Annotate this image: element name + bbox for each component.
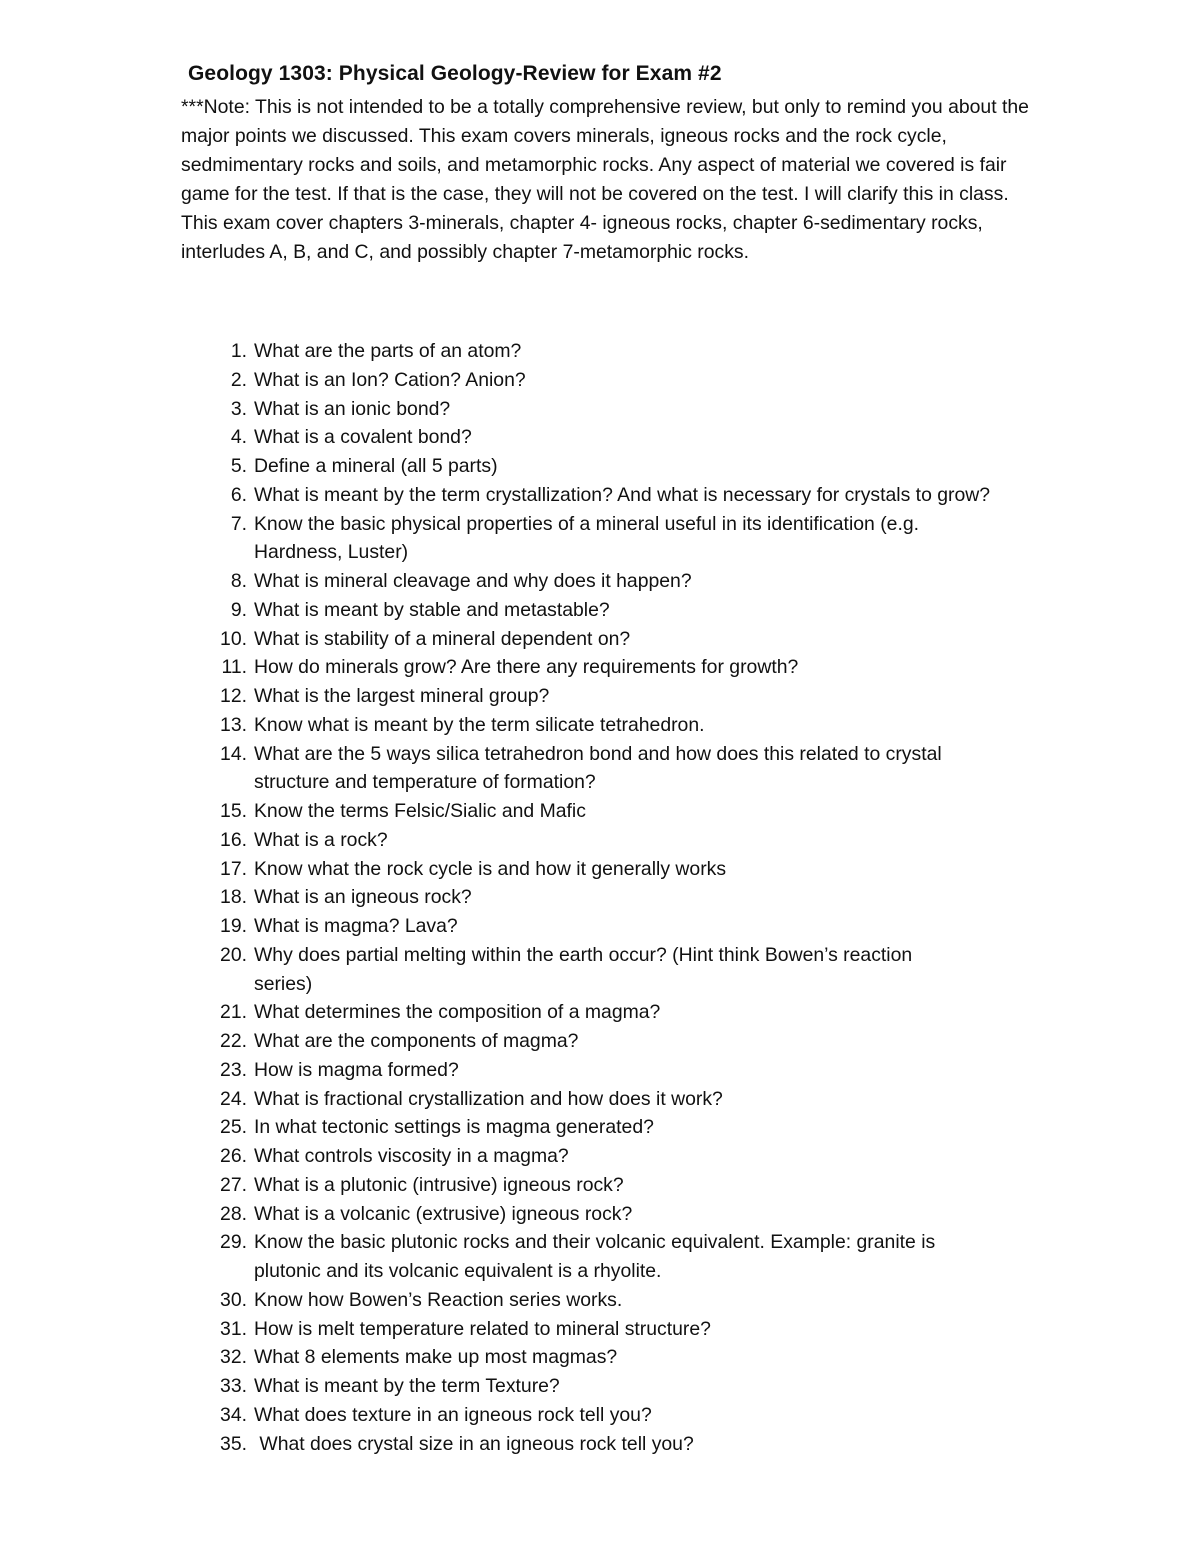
question-number: 13. bbox=[220, 713, 247, 736]
question-text: What is meant by the term Texture? bbox=[254, 1375, 560, 1397]
question-number: 35. bbox=[220, 1432, 247, 1455]
question-text: What determines the composition of a magma? bbox=[254, 1001, 661, 1024]
question-number: 10. bbox=[220, 627, 247, 650]
question-text: How is magma formed? bbox=[254, 1058, 459, 1081]
question-number: 11. bbox=[221, 656, 247, 679]
question-item bbox=[200, 1113, 1000, 1142]
question-number: 12. bbox=[220, 685, 247, 707]
question-item bbox=[200, 452, 1000, 481]
question-text: Know the basic physical properties of a mineral useful in its identification (e.g. Hardness, Luster) bbox=[254, 512, 920, 564]
question-number: 5. bbox=[230, 455, 247, 477]
question-item bbox=[200, 941, 1000, 999]
question-text: What is the largest mineral group? bbox=[254, 685, 550, 707]
question-number: 7. bbox=[230, 512, 247, 535]
question-item bbox=[200, 797, 1000, 826]
question-item bbox=[200, 998, 1000, 1027]
question-number: 2. bbox=[230, 368, 247, 391]
question-text: What is meant by stable and metastable? bbox=[254, 598, 610, 621]
question-text: Know what the rock cycle is and how it generally works bbox=[254, 857, 727, 880]
question-text: What are the components of magma? bbox=[254, 1030, 579, 1052]
question-number: 34. bbox=[220, 1403, 247, 1426]
question-item bbox=[200, 1085, 1000, 1114]
question-item bbox=[200, 1286, 1000, 1315]
question-text: What does crystal size in an igneous rock tell you? bbox=[254, 1432, 694, 1455]
question-number: 21. bbox=[220, 1001, 247, 1024]
question-number: 31. bbox=[220, 1317, 247, 1340]
question-item bbox=[200, 653, 1000, 682]
question-number: 23. bbox=[220, 1058, 247, 1081]
question-item bbox=[200, 366, 1000, 395]
question-item bbox=[200, 711, 1000, 740]
question-item bbox=[200, 1228, 1000, 1286]
question-number: 9. bbox=[230, 598, 247, 621]
question-number: 6. bbox=[230, 483, 247, 506]
question-text: Know the basic plutonic rocks and their volcanic equivalent. Example: granite is plutonic and its volcanic equivalent is a rhyolite. bbox=[254, 1231, 936, 1282]
question-text: What are the 5 ways silica tetrahedron bond and how does this related to crystal structure and temperature of formation? bbox=[254, 742, 942, 794]
question-number: 28. bbox=[220, 1202, 247, 1225]
question-item bbox=[200, 481, 1000, 510]
question-number: 19. bbox=[220, 915, 247, 937]
question-number: 27. bbox=[220, 1173, 247, 1196]
question-text: Know the terms Felsic/Sialic and Mafic bbox=[254, 800, 586, 822]
question-number: 1. bbox=[230, 340, 247, 362]
question-text: What are the parts of an atom? bbox=[254, 340, 522, 362]
question-item bbox=[200, 1343, 1000, 1372]
question-item bbox=[200, 596, 1000, 625]
question-text: What does texture in an igneous rock tell you? bbox=[254, 1403, 652, 1426]
question-item bbox=[200, 883, 1000, 912]
question-text: Why does partial melting within the earth occur? (Hint think Bowen’s reaction series) bbox=[254, 943, 913, 995]
question-text: In what tectonic settings is magma generated? bbox=[254, 1116, 654, 1139]
question-item bbox=[200, 682, 1000, 711]
question-number: 8. bbox=[230, 570, 247, 592]
question-item bbox=[200, 1372, 1000, 1401]
question-item bbox=[200, 1056, 1000, 1085]
question-number: 22. bbox=[220, 1030, 247, 1052]
review-note: ***Note: This is not intended to be a totally comprehensive review, but only to remind you about the major points we discussed. This exam covers minerals, igneous rocks and the rock cycle, sedmimentary rocks and soils, and metamorphic rocks. Any aspect of material we covered is fair game for the test. If that is the case, they will not be covered on the test. I will clarify this in class. This exam cover chapters 3-minerals, chapter 4- igneous rocks, chapter 6-sedimentary rocks, interludes A, B, and C, and possibly chapter 7-metamorphic rocks. bbox=[181, 96, 1029, 263]
question-number: 26. bbox=[220, 1145, 247, 1167]
question-item bbox=[200, 1401, 1000, 1430]
question-number: 20. bbox=[220, 943, 247, 966]
question-item bbox=[200, 1430, 1000, 1459]
question-text: What is magma? Lava? bbox=[254, 915, 458, 937]
question-text: What is an igneous rock? bbox=[254, 886, 472, 909]
question-text: What is a volcanic (extrusive) igneous rock? bbox=[254, 1202, 633, 1225]
question-number: 15. bbox=[220, 800, 247, 822]
question-number: 14. bbox=[220, 742, 247, 765]
question-number: 29. bbox=[220, 1231, 247, 1254]
question-list bbox=[200, 337, 1000, 1458]
question-item bbox=[200, 337, 1000, 366]
question-number: 30. bbox=[220, 1288, 247, 1311]
question-number: 32. bbox=[220, 1346, 247, 1369]
question-item bbox=[200, 912, 1000, 941]
question-item bbox=[200, 1200, 1000, 1229]
question-text: Know what is meant by the term silicate tetrahedron. bbox=[254, 713, 705, 736]
page-title: Geology 1303: Physical Geology-Review for Exam #2 bbox=[188, 62, 722, 85]
question-text: Define a mineral (all 5 parts) bbox=[254, 455, 498, 477]
question-text: What 8 elements make up most magmas? bbox=[254, 1346, 618, 1369]
question-number: 17. bbox=[220, 857, 247, 880]
question-item bbox=[200, 625, 1000, 654]
question-text: What is mineral cleavage and why does it happen? bbox=[254, 570, 692, 592]
question-text: What is a plutonic (intrusive) igneous rock? bbox=[254, 1173, 624, 1196]
question-item bbox=[200, 395, 1000, 424]
question-text: What is a covalent bond? bbox=[254, 426, 472, 449]
question-number: 16. bbox=[220, 828, 247, 851]
question-text: What is fractional crystallization and how does it work? bbox=[254, 1087, 723, 1110]
question-number: 4. bbox=[230, 426, 247, 449]
question-text: How is melt temperature related to mineral structure? bbox=[254, 1317, 711, 1340]
question-number: 33. bbox=[220, 1375, 247, 1397]
question-number: 3. bbox=[230, 397, 247, 420]
question-item bbox=[200, 1171, 1000, 1200]
question-item bbox=[200, 740, 1000, 798]
question-item bbox=[200, 510, 1000, 568]
question-item bbox=[200, 567, 1000, 596]
question-text: What is an ionic bond? bbox=[254, 397, 451, 420]
question-item bbox=[200, 1315, 1000, 1344]
question-text: What is meant by the term crystallization? And what is necessary for crystals to grow? bbox=[254, 483, 991, 506]
question-text: What controls viscosity in a magma? bbox=[254, 1145, 569, 1167]
question-number: 25. bbox=[220, 1116, 247, 1139]
question-item bbox=[200, 855, 1000, 884]
question-text: What is stability of a mineral dependent on? bbox=[254, 627, 631, 650]
question-item bbox=[200, 1142, 1000, 1171]
question-text: What is an Ion? Cation? Anion? bbox=[254, 368, 526, 391]
question-text: How do minerals grow? Are there any requirements for growth? bbox=[254, 656, 799, 679]
question-item bbox=[200, 1027, 1000, 1056]
question-number: 18. bbox=[220, 886, 247, 909]
question-item bbox=[200, 826, 1000, 855]
question-item bbox=[200, 423, 1000, 452]
question-text: What is a rock? bbox=[254, 828, 388, 851]
question-number: 24. bbox=[220, 1087, 247, 1110]
question-text: Know how Bowen’s Reaction series works. bbox=[254, 1288, 623, 1311]
